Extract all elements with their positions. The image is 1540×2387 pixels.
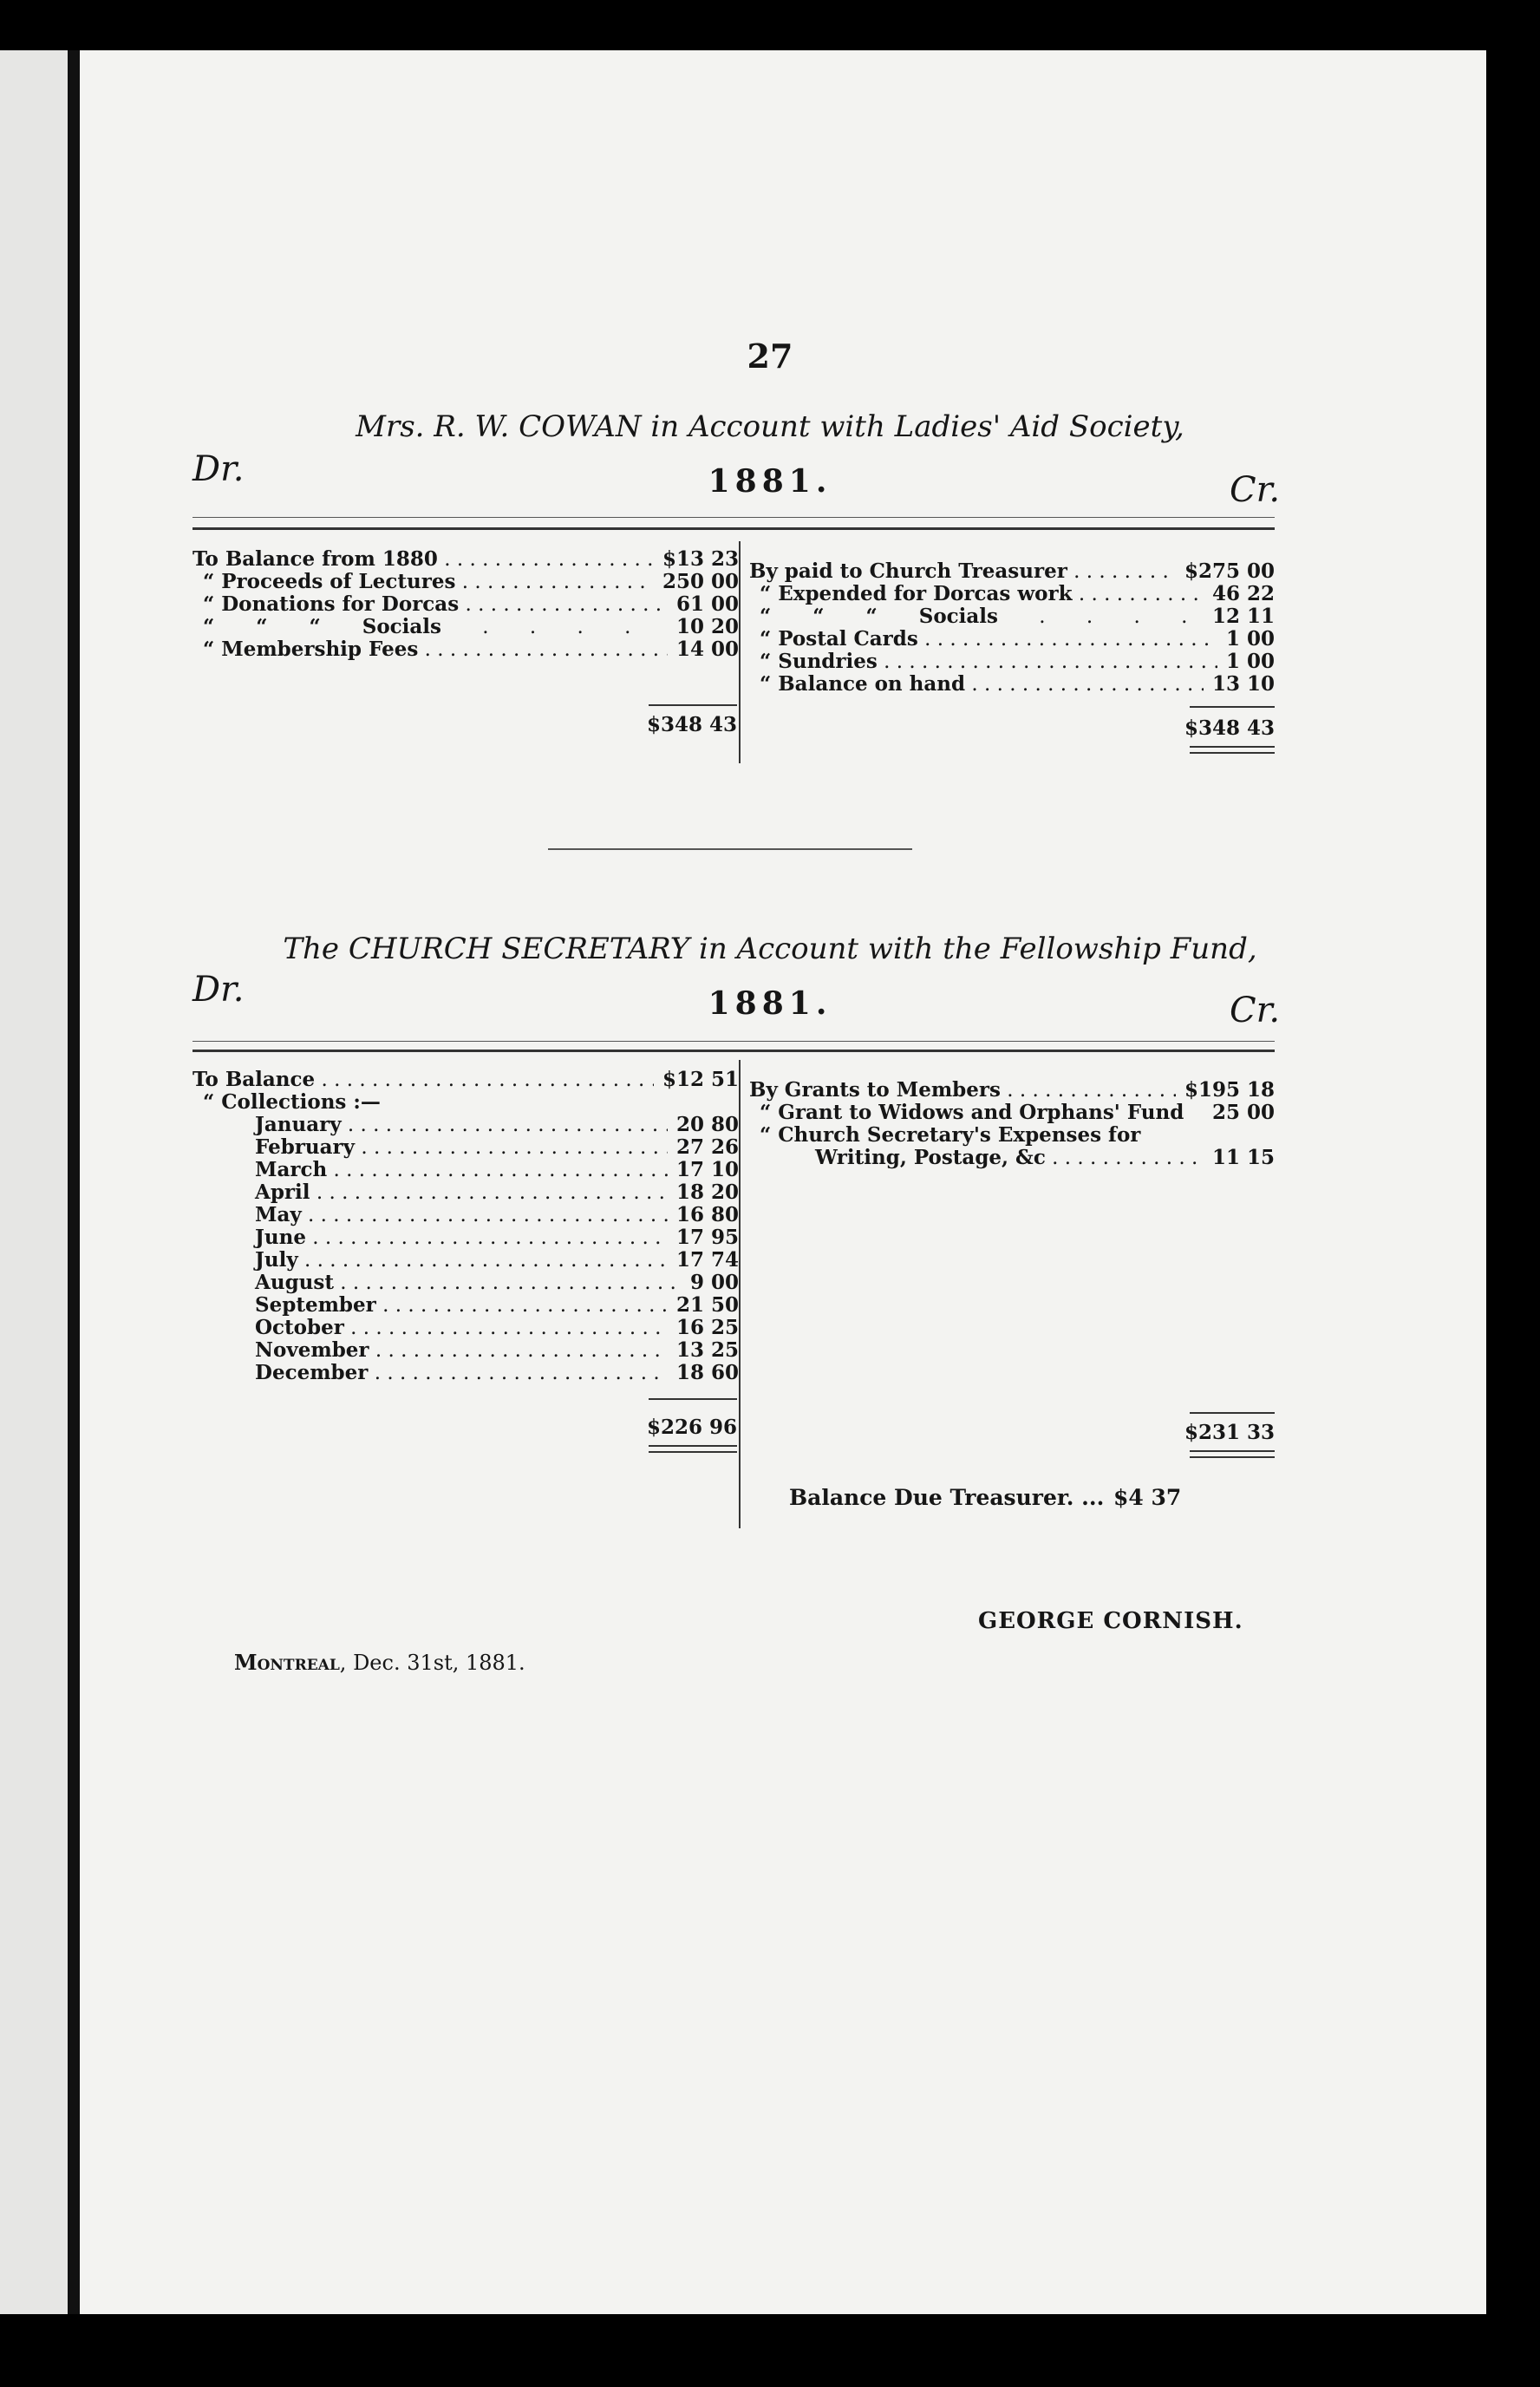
ledger-entry: February . . . 27 26	[192, 1136, 739, 1159]
page-gutter	[68, 50, 80, 2314]
account1-heading: Mrs. R. W. COWAN in Account with Ladies' Aid Society,	[356, 409, 1184, 444]
account1-credit-total: $348 43	[1184, 716, 1275, 740]
balance-due-amount: $4 37	[1113, 1485, 1182, 1510]
account2-top-rule-2	[192, 1050, 1275, 1052]
ledger-entry: October . . . 16 25	[192, 1317, 739, 1339]
account2-top-rule	[192, 1041, 1275, 1042]
ledger-entry: “ Grant to Widows and Orphans' Fund 25 00	[760, 1101, 1275, 1124]
account1-top-rule	[192, 517, 1275, 518]
account1-top-rule-2	[192, 527, 1275, 530]
ledger-entry: June . . . 17 95	[192, 1226, 739, 1249]
ledger-entry: March . . . 17 10	[192, 1159, 739, 1181]
ledger-entry: “ Church Secretary's Expenses for	[760, 1124, 1141, 1147]
account2-debit-double-rule	[649, 1445, 737, 1453]
facing-page-edge	[0, 50, 68, 2314]
ledger-entry: To Balance from 1880 . . . $13 23	[192, 548, 739, 571]
account1-column-divider	[739, 541, 741, 763]
ledger-entry: “ Membership Fees . . . 14 00	[192, 638, 739, 661]
ledger-entry: Writing, Postage, &c . . . 11 15	[749, 1147, 1275, 1169]
ledger-entry: “ “ “ Socials . . . 12 11	[749, 605, 1275, 628]
account1-debit-sum-rule	[649, 704, 737, 706]
ledger-entry: “ Postal Cards . . . 1 00	[749, 628, 1275, 651]
ledger-entry: August . . . 9 00	[192, 1272, 739, 1294]
account1-dr-label: Dr.	[192, 449, 245, 489]
ledger-entry: January . . . 20 80	[192, 1114, 739, 1136]
ledger-entry: “ Proceeds of Lectures . . . 250 00	[192, 571, 739, 593]
account2-debit-sum-rule	[649, 1398, 737, 1400]
account2-credit-total: $231 33	[1184, 1421, 1275, 1444]
ledger-entry: May . . . 16 80	[192, 1204, 739, 1226]
account1-debit-entries	[192, 548, 739, 661]
ledger-entry: “ Collections :—	[203, 1091, 381, 1114]
ledger-entry: To Balance . . . $12 51	[192, 1069, 739, 1091]
ledger-entry: “ Donations for Dorcas . . . 61 00	[192, 593, 739, 616]
ledger-entry: December . . . 18 60	[192, 1362, 739, 1384]
ledger-entry: By paid to Church Treasurer . . . $275 00	[749, 560, 1275, 583]
ledger-entry: “ Expended for Dorcas work . . . 46 22	[749, 583, 1275, 605]
account2-year: 1881.	[708, 985, 832, 1022]
page-number: 27	[747, 337, 793, 376]
ledger-entry: By Grants to Members . . . $195 18	[749, 1079, 1275, 1102]
date: Dec. 31st, 1881.	[353, 1651, 525, 1675]
account2-credit-double-rule	[1190, 1450, 1275, 1458]
account1-credit-double-rule	[1190, 746, 1275, 754]
ledger-entry: “ “ “ Socials . . . 10 20	[192, 616, 739, 638]
account1-credit-entries	[749, 560, 1275, 696]
account2-credit-sum-rule	[1190, 1412, 1275, 1414]
account1-debit-total: $348 43	[646, 713, 737, 736]
ledger-entry: April . . . 18 20	[192, 1181, 739, 1204]
account2-debit-entries	[192, 1069, 739, 1384]
account1-cr-label: Cr.	[1230, 470, 1281, 510]
account2-column-divider	[739, 1060, 741, 1528]
place-date: Montreal, Dec. 31st, 1881.	[234, 1650, 525, 1675]
account2-cr-label: Cr.	[1230, 991, 1281, 1030]
ledger-entry: July . . . 17 74	[192, 1249, 739, 1272]
place: Montreal	[234, 1650, 340, 1675]
account2-dr-label: Dr.	[192, 970, 245, 1010]
account2-credit-entries	[749, 1079, 1275, 1169]
account2-heading: The CHURCH SECRETARY in Account with the Fellowship Fund,	[283, 932, 1257, 966]
balance-due-label: Balance Due Treasurer. ...	[789, 1485, 1105, 1510]
account1-year: 1881.	[708, 463, 832, 500]
section-separator	[548, 848, 912, 850]
account2-debit-total: $226 96	[646, 1416, 737, 1439]
ledger-entry: “ Sundries . . . 1 00	[749, 651, 1275, 673]
ledger-entry: September . . . 21 50	[192, 1294, 739, 1317]
ledger-entry: November . . . 13 25	[192, 1339, 739, 1362]
account1-credit-sum-rule	[1190, 706, 1275, 708]
ledger-entry: “ Balance on hand . . . 13 10	[749, 673, 1275, 696]
signature: GEORGE CORNISH.	[978, 1608, 1243, 1634]
